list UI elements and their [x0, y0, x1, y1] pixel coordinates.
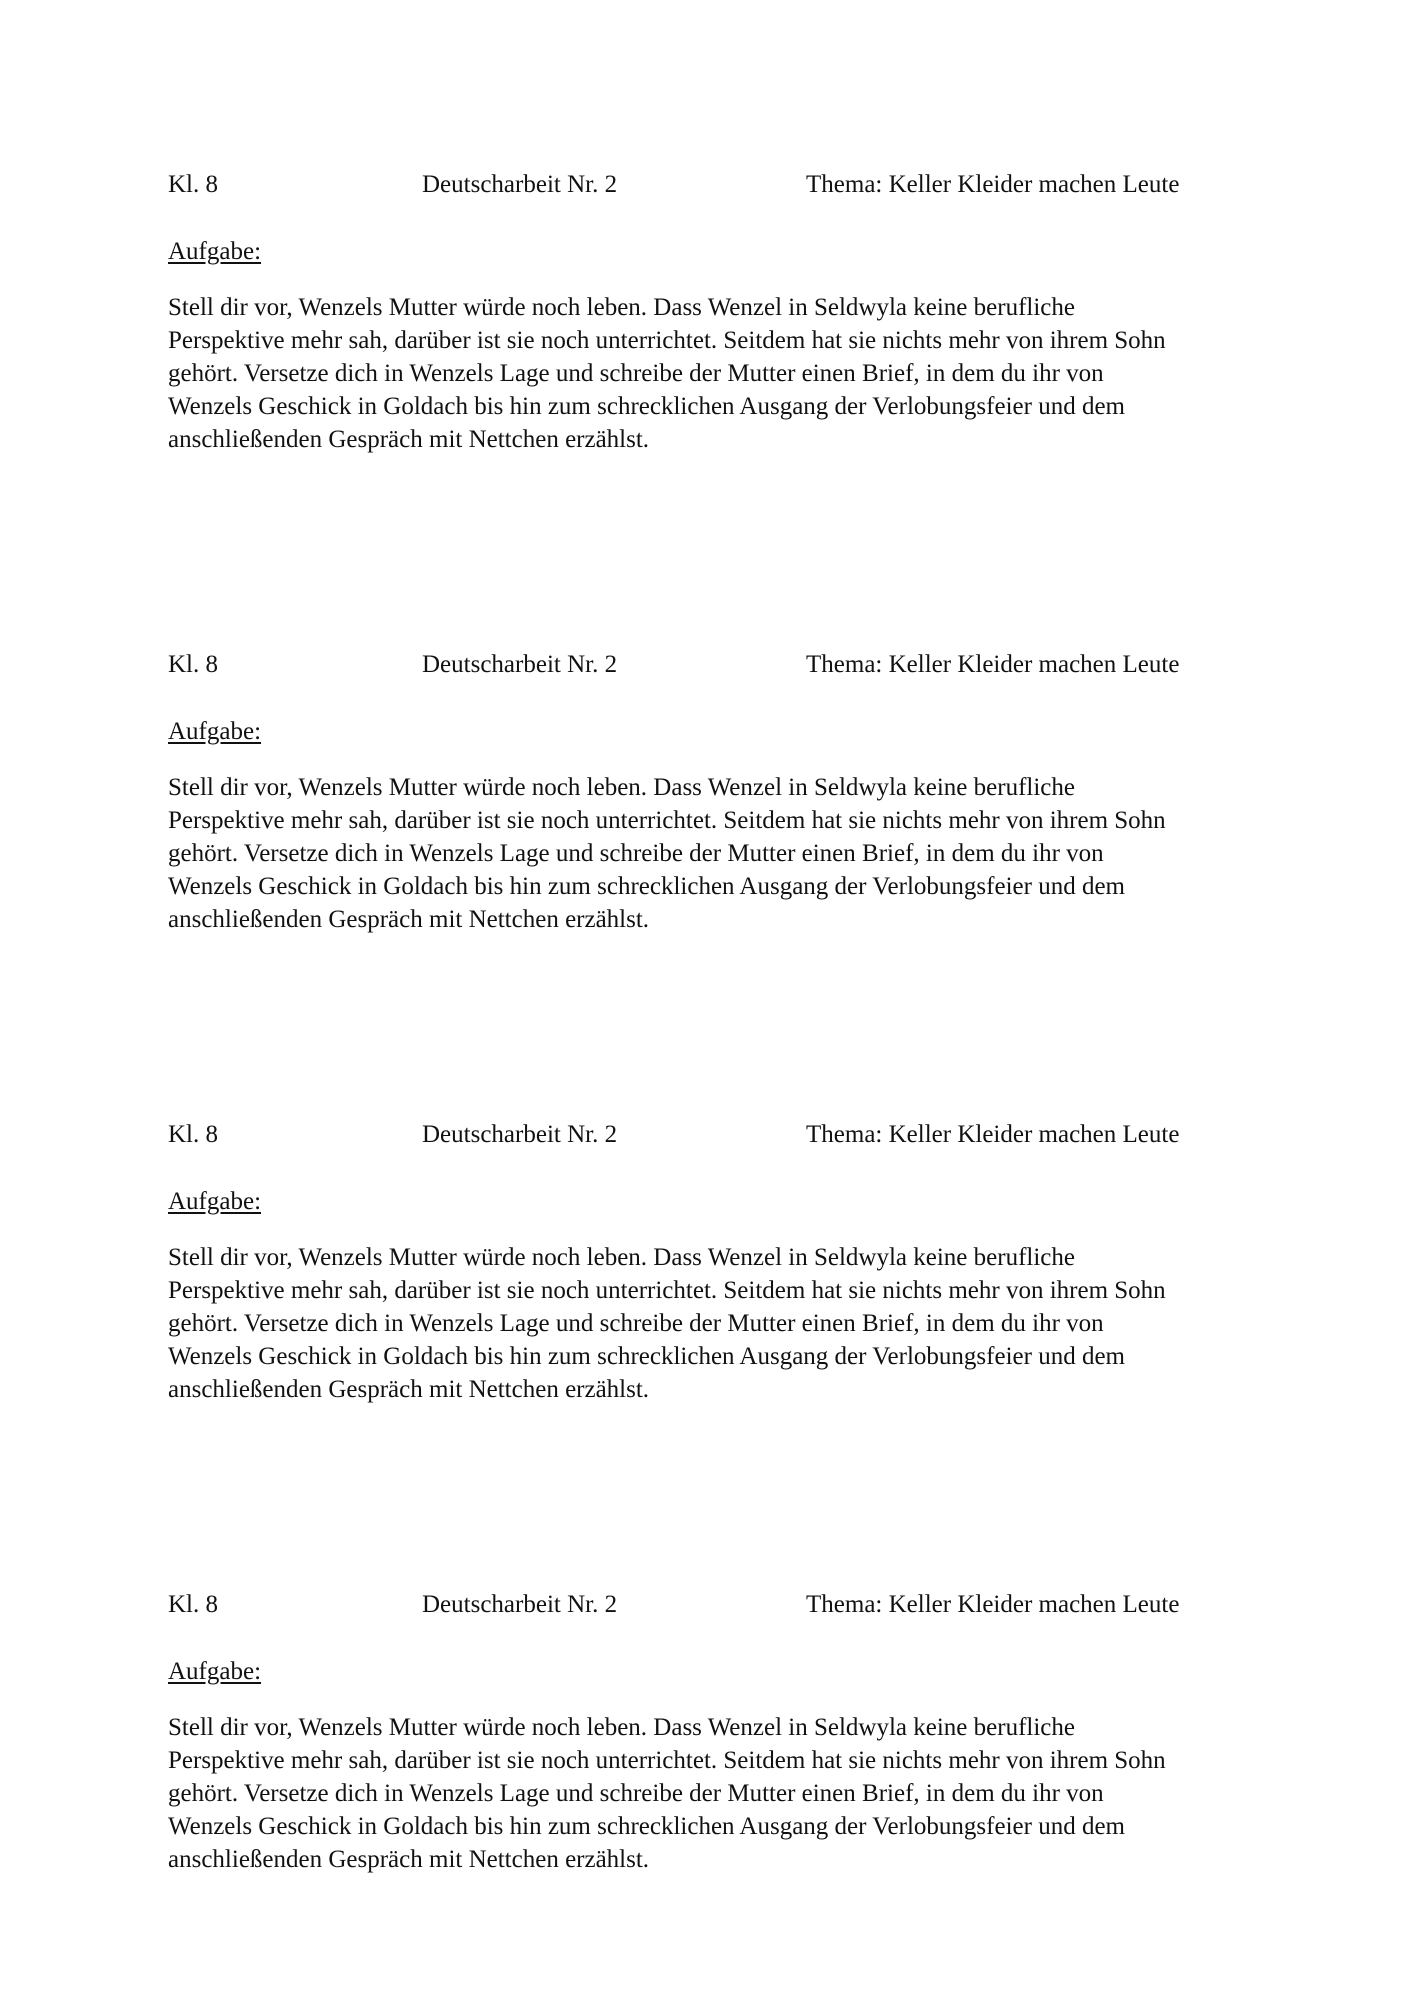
- task-line: anschließenden Gespräch mit Nettchen erzählst.: [168, 426, 650, 453]
- task-text: [168, 771, 1328, 936]
- task-line: Perspektive mehr sah, darüber ist sie noch unterrichtet. Seitdem hat sie nichts mehr von ihrem Sohn: [168, 1747, 1166, 1774]
- task-heading: Aufgabe:: [168, 718, 262, 745]
- task-line: gehört. Versetze dich in Wenzels Lage und schreibe der Mutter einen Brief, in dem du ihr von: [168, 1310, 1104, 1337]
- task-line: Perspektive mehr sah, darüber ist sie noch unterrichtet. Seitdem hat sie nichts mehr von ihrem Sohn: [168, 327, 1166, 354]
- class-label: Kl. 8: [168, 1121, 218, 1148]
- work-label: Deutscharbeit Nr. 2: [422, 651, 618, 678]
- topic-label: Thema: Keller Kleider machen Leute: [806, 171, 1180, 198]
- class-label: Kl. 8: [168, 651, 218, 678]
- task-line: Stell dir vor, Wenzels Mutter würde noch leben. Dass Wenzel in Seldwyla keine berufliche: [168, 1244, 1075, 1271]
- task-line: Stell dir vor, Wenzels Mutter würde noch leben. Dass Wenzel in Seldwyla keine berufliche: [168, 1714, 1075, 1741]
- task-line: Wenzels Geschick in Goldach bis hin zum schrecklichen Ausgang der Verlobungsfeier und dem: [168, 393, 1125, 420]
- task-line: Perspektive mehr sah, darüber ist sie noch unterrichtet. Seitdem hat sie nichts mehr von ihrem Sohn: [168, 807, 1166, 834]
- work-label: Deutscharbeit Nr. 2: [422, 1591, 618, 1618]
- task-line: Stell dir vor, Wenzels Mutter würde noch leben. Dass Wenzel in Seldwyla keine berufliche: [168, 774, 1075, 801]
- task-line: Stell dir vor, Wenzels Mutter würde noch leben. Dass Wenzel in Seldwyla keine berufliche: [168, 294, 1075, 321]
- task-line: Perspektive mehr sah, darüber ist sie noch unterrichtet. Seitdem hat sie nichts mehr von ihrem Sohn: [168, 1277, 1166, 1304]
- exam-block-1: [168, 168, 1328, 456]
- task-line: Wenzels Geschick in Goldach bis hin zum schrecklichen Ausgang der Verlobungsfeier und dem: [168, 873, 1125, 900]
- exam-header: [168, 1588, 1328, 1622]
- task-line: gehört. Versetze dich in Wenzels Lage und schreibe der Mutter einen Brief, in dem du ihr von: [168, 840, 1104, 867]
- topic-label: Thema: Keller Kleider machen Leute: [806, 1591, 1180, 1618]
- class-label: Kl. 8: [168, 1591, 218, 1618]
- task-line: Wenzels Geschick in Goldach bis hin zum schrecklichen Ausgang der Verlobungsfeier und dem: [168, 1813, 1125, 1840]
- task-text: [168, 1241, 1328, 1406]
- exam-block-2: [168, 648, 1328, 936]
- task-line: gehört. Versetze dich in Wenzels Lage und schreibe der Mutter einen Brief, in dem du ihr von: [168, 360, 1104, 387]
- task-line: anschließenden Gespräch mit Nettchen erzählst.: [168, 1376, 650, 1403]
- task-text: [168, 291, 1328, 456]
- exam-block-3: [168, 1118, 1328, 1406]
- work-label: Deutscharbeit Nr. 2: [422, 1121, 618, 1148]
- task-heading: Aufgabe:: [168, 1188, 262, 1215]
- task-text: [168, 1711, 1328, 1876]
- topic-label: Thema: Keller Kleider machen Leute: [806, 1121, 1180, 1148]
- class-label: Kl. 8: [168, 171, 218, 198]
- task-line: anschließenden Gespräch mit Nettchen erzählst.: [168, 906, 650, 933]
- task-line: gehört. Versetze dich in Wenzels Lage und schreibe der Mutter einen Brief, in dem du ihr von: [168, 1780, 1104, 1807]
- exam-header: [168, 168, 1328, 202]
- work-label: Deutscharbeit Nr. 2: [422, 171, 618, 198]
- task-line: anschließenden Gespräch mit Nettchen erzählst.: [168, 1846, 650, 1873]
- task-line: Wenzels Geschick in Goldach bis hin zum schrecklichen Ausgang der Verlobungsfeier und dem: [168, 1343, 1125, 1370]
- task-heading: Aufgabe:: [168, 238, 262, 265]
- exam-header: [168, 648, 1328, 682]
- exam-header: [168, 1118, 1328, 1152]
- topic-label: Thema: Keller Kleider machen Leute: [806, 651, 1180, 678]
- exam-block-4: [168, 1588, 1328, 1876]
- task-heading: Aufgabe:: [168, 1658, 262, 1685]
